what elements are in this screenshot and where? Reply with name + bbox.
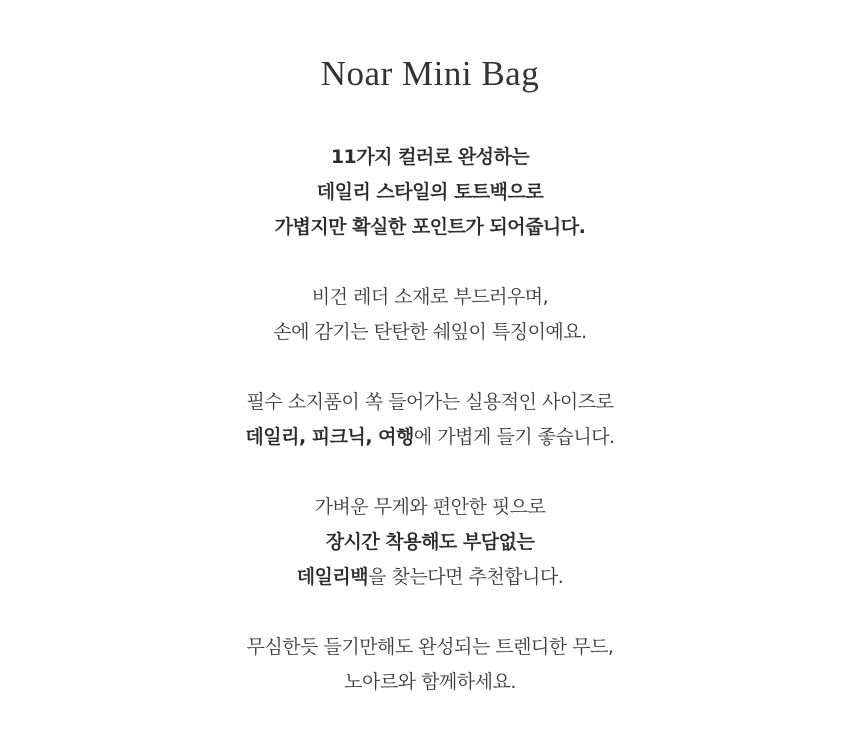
body-text: 에 가볍게 들기 좋습니다. [413, 426, 615, 448]
description-line [0, 525, 860, 560]
description-line [0, 630, 860, 665]
body-text: 무심한듯 들기만해도 완성되는 트렌디한 무드, [246, 636, 614, 658]
description-body [0, 140, 860, 700]
paragraph-gap [0, 455, 860, 490]
emphasis-text: 데일리 스타일의 토트백으로 [316, 181, 544, 203]
description-paragraph [0, 630, 860, 700]
description-line [0, 315, 860, 350]
description-line [0, 280, 860, 315]
paragraph-gap [0, 595, 860, 630]
body-text: 노아르와 함께하세요. [344, 671, 516, 693]
paragraph-gap [0, 245, 860, 280]
description-paragraph [0, 490, 860, 595]
paragraph-gap [0, 350, 860, 385]
description-paragraph [0, 280, 860, 350]
body-text: 필수 소지품이 쏙 들어가는 실용적인 사이즈로 [246, 391, 614, 413]
body-text: 비건 레더 소재로 부드러우며, [311, 286, 549, 308]
description-line [0, 385, 860, 420]
description-line [0, 665, 860, 700]
body-text: 손에 감기는 탄탄한 쉐잎이 특징이예요. [273, 321, 587, 343]
description-line [0, 490, 860, 525]
emphasis-text: 가볍지만 확실한 포인트가 되어줍니다. [274, 216, 586, 238]
description-paragraph [0, 385, 860, 455]
product-title: Noar Mini Bag [320, 54, 540, 93]
description-line [0, 210, 860, 245]
description-line [0, 175, 860, 210]
emphasis-text: 데일리백 [296, 566, 369, 588]
emphasis-text: 장시간 착용해도 부담없는 [325, 531, 535, 553]
body-text: 가벼운 무게와 편안한 핏으로 [314, 496, 546, 518]
emphasis-text: 11가지 컬러로 완성하는 [330, 146, 530, 168]
emphasis-text: 데일리, 피크닉, 여행 [245, 426, 414, 448]
description-line [0, 420, 860, 455]
body-text: 을 찾는다면 추천합니다. [368, 566, 564, 588]
description-line [0, 560, 860, 595]
description-line [0, 140, 860, 175]
description-paragraph [0, 140, 860, 245]
